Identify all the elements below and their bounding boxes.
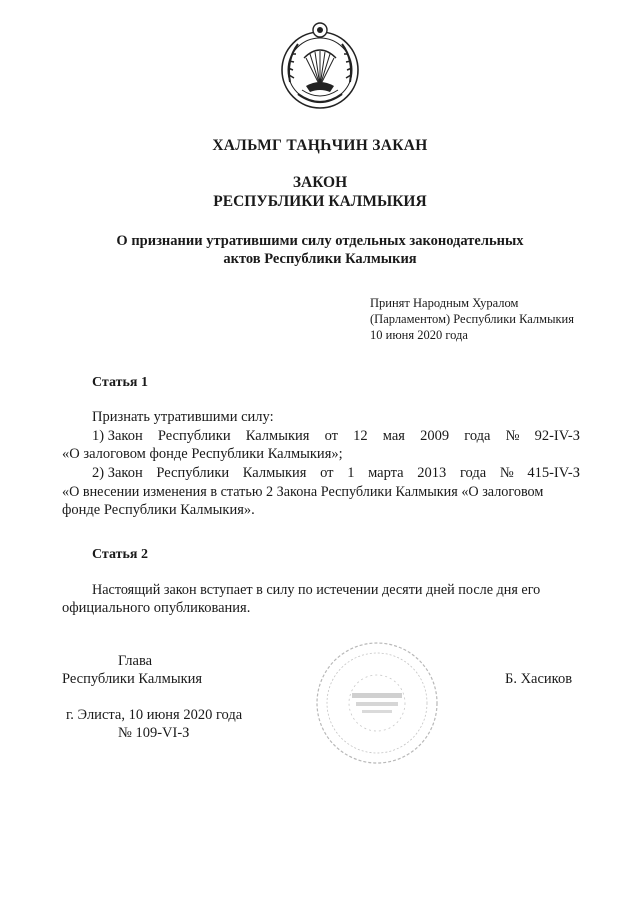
article-1-item2-line3: фонде Республики Калмыкия». <box>62 502 255 518</box>
adoption-date: 10 июня 2020 года <box>370 328 468 342</box>
word: Республики <box>156 465 230 481</box>
place-date: г. Элиста, 10 июня 2020 года <box>66 707 243 723</box>
word: мая <box>382 428 405 444</box>
article-1-item1-line1 <box>92 428 580 445</box>
article-1-heading: Статья 1 <box>92 375 148 390</box>
word: года <box>459 465 487 481</box>
word: № <box>499 465 514 481</box>
word: 2013 <box>417 465 447 481</box>
signer-position-line2: Республики Калмыкия <box>62 671 203 687</box>
word: 2) Закон <box>92 465 143 481</box>
law-title-line2: актов Республики Калмыкия <box>223 251 417 267</box>
stamp-seal-icon <box>312 638 442 768</box>
word: 2009 <box>420 428 450 444</box>
word: 415-IV-З <box>527 465 580 481</box>
word: от <box>324 428 338 444</box>
kalmyk-title: ХАЛЬМГ ТАҢҺЧИН ЗАКАН <box>212 137 428 154</box>
word: № <box>505 428 520 444</box>
article-2-line2: официального опубликования. <box>62 600 251 616</box>
law-label: ЗАКОН <box>292 174 348 191</box>
word: марта <box>368 465 404 481</box>
word: Калмыкия <box>245 428 310 444</box>
word: Калмыкия <box>242 465 307 481</box>
article-1-item1-line2: «О залоговом фонде Республики Калмыкия»; <box>62 446 343 462</box>
word: 1) Закон <box>92 428 143 444</box>
article-1-item2-line1 <box>92 465 580 482</box>
article-1-item2-line2: «О внесении изменения в статью 2 Закона Республики Калмыкия «О залоговом <box>62 484 544 500</box>
adoption-line2: (Парламентом) Республики Калмыкия <box>370 312 574 326</box>
word: года <box>464 428 491 444</box>
article-2-heading: Статья 2 <box>92 547 148 562</box>
word: Республики <box>157 428 231 444</box>
word: 1 <box>347 465 355 481</box>
word: 12 <box>353 428 368 444</box>
emblem-icon <box>276 20 364 112</box>
word: от <box>320 465 334 481</box>
republic-title: РЕСПУБЛИКИ КАЛМЫКИЯ <box>213 193 427 210</box>
signer-name: Б. Хасиков <box>505 671 573 687</box>
law-title-line1: О признании утратившими силу отдельных законодательных <box>116 233 524 249</box>
word: 92-IV-З <box>534 428 580 444</box>
article-1-intro: Признать утратившими силу: <box>92 409 274 425</box>
signer-position-line1: Глава <box>118 653 153 669</box>
law-number: № 109-VI-З <box>118 725 190 741</box>
adoption-line1: Принят Народным Хуралом <box>370 296 519 310</box>
article-2-line1: Настоящий закон вступает в силу по истечении десяти дней после дня его <box>92 582 541 598</box>
